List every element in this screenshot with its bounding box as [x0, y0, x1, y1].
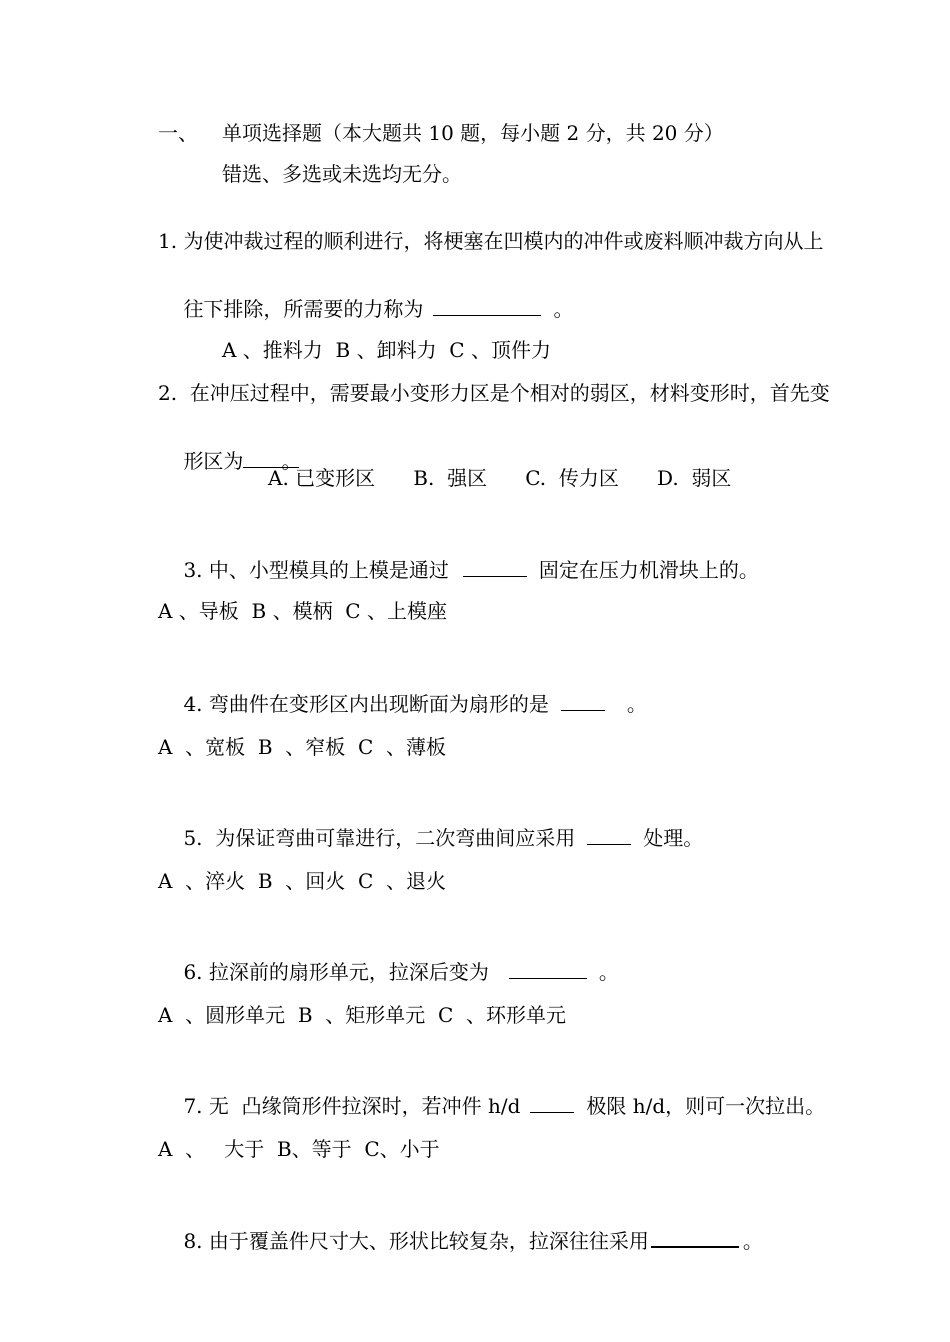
question-1-options: A 、推料力 B 、卸料力 C 、顶件力 [222, 338, 551, 362]
question-6-options: A 、圆形单元 B 、矩形单元 C 、环形单元 [158, 1003, 567, 1027]
answer-blank-4[interactable] [561, 692, 605, 711]
question-5-text: 5. 为保证弯曲可靠进行，二次弯曲间应采用 [183, 826, 576, 850]
section-title: 单项选择题（本大题共 10 题，每小题 2 分，共 20 分） [222, 121, 724, 145]
question-8-line-1 [158, 1204, 763, 1277]
question-5-line-1 [158, 802, 703, 874]
question-7-text: 7. 无 凸缘筒形件拉深时，若冲件 h/d [183, 1094, 521, 1118]
question-7-end: 极限 h/d，则可一次拉出。 [586, 1094, 826, 1118]
answer-blank-8[interactable] [651, 1228, 739, 1248]
question-6-end: 。 [598, 960, 619, 984]
question-3-end: 固定在压力机滑块上的。 [538, 558, 759, 582]
section-note: 错选、多选或未选均无分。 [222, 162, 462, 186]
question-8-end: 。 [742, 1229, 763, 1253]
question-2-text: 形区为 [183, 449, 244, 473]
question-4-options: A 、宽板 B 、窄板 C 、薄板 [158, 735, 447, 759]
question-8-text: 8. 由于覆盖件尺寸大、形状比较复杂，拉深往往采用 [183, 1229, 649, 1253]
question-4-text: 4. 弯曲件在变形区内出现断面为扇形的是 [183, 692, 549, 716]
question-1-end: 。 [553, 297, 574, 321]
answer-blank-1[interactable] [433, 297, 541, 316]
section-number: 一、 [158, 121, 198, 145]
question-6-line-1 [158, 936, 619, 1008]
question-2-line-1: 2. 在冲压过程中，需要最小变形力区是个相对的弱区，材料变形时，首先变 [158, 381, 830, 405]
question-7-options: A 、 大于 B、等于 C、小于 [158, 1137, 440, 1161]
question-5-end: 处理。 [643, 826, 704, 850]
question-3-options: A 、导板 B 、模柄 C 、上模座 [158, 599, 447, 623]
question-2-options: A. 已变形区 B. 强区 C. 传力区 D. 弱区 [268, 466, 732, 490]
question-4-end: 。 [626, 692, 647, 716]
question-1-line-2 [158, 273, 573, 345]
question-6-text: 6. 拉深前的扇形单元，拉深后变为 [183, 960, 489, 984]
question-5-options: A 、淬火 B 、回火 C 、退火 [158, 869, 447, 893]
question-4-line-1 [158, 668, 647, 740]
question-7-line-1 [158, 1070, 825, 1142]
answer-blank-3[interactable] [463, 558, 527, 577]
answer-blank-6[interactable] [509, 960, 587, 979]
question-3-text: 3. 中、小型模具的上模是通过 [183, 558, 449, 582]
answer-blank-7[interactable] [530, 1094, 574, 1113]
question-1-line-1: 1. 为使冲裁过程的顺利进行，将梗塞在凹模内的冲件或废料顺冲裁方向从上 [158, 229, 824, 253]
question-2-end: 。 [281, 449, 302, 473]
answer-blank-5[interactable] [587, 826, 631, 845]
question-3-line-1 [158, 534, 759, 606]
question-1-text: 往下排除，所需要的力称为 [183, 297, 424, 321]
